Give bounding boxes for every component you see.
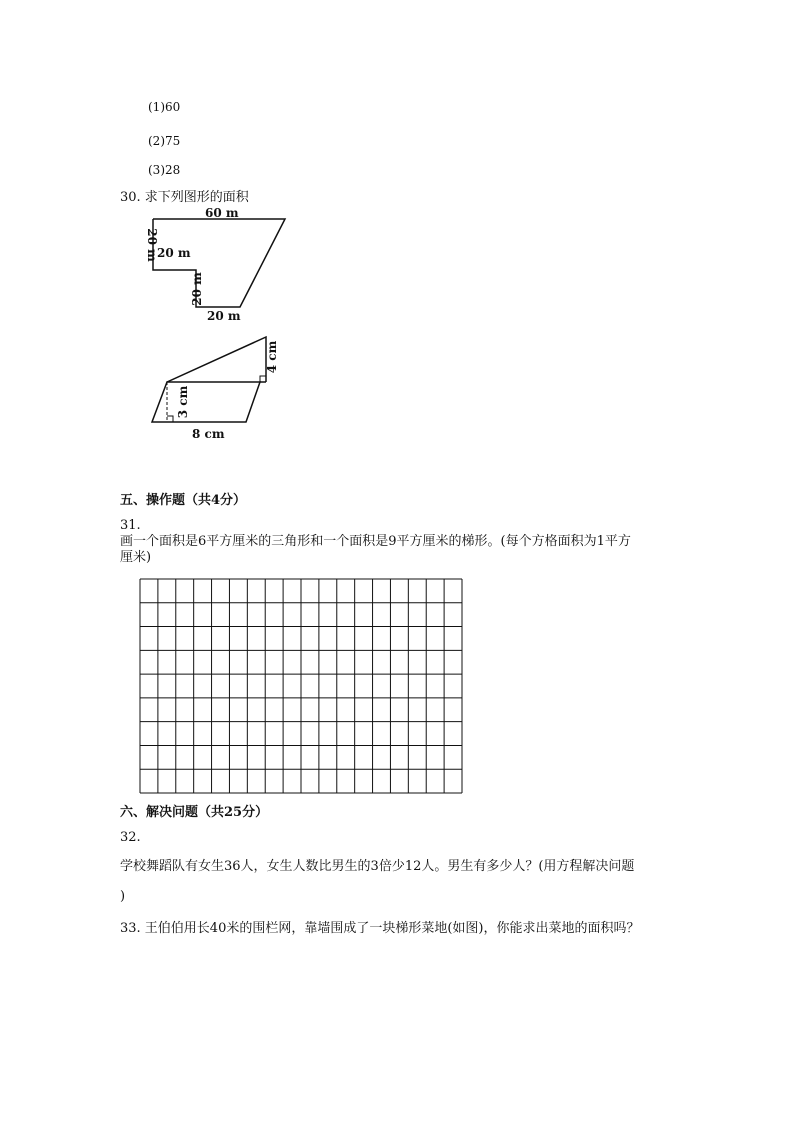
label-bottom-8cm: 8 cm (192, 427, 225, 441)
question-32-text: 学校舞蹈队有女生36人，女生人数比男生的3倍少12人。男生有多少人？(用方程解决问题 (120, 859, 635, 874)
label-inner-20m: 20 m (190, 272, 204, 306)
answer-1: (1)60 (148, 100, 181, 114)
figure-parallelogram-triangle (140, 330, 300, 445)
figure-composite-shape (130, 205, 300, 323)
label-bottom-20m: 20 m (207, 309, 241, 323)
question-33-text: 33. 王伯伯用长40米的围栏网，靠墙围成了一块梯形菜地(如图)，你能求出菜地的面积吗？ (120, 921, 640, 936)
section-5-title: 五、操作题（共4分） (120, 493, 247, 508)
answer-2: (2)75 (148, 134, 181, 148)
label-height-3cm: 3 cm (176, 385, 190, 419)
section-6-title: 六、解决问题（共25分） (120, 805, 269, 820)
label-mid-20m: 20 m (157, 246, 191, 260)
label-right-4cm: 4 cm (265, 340, 279, 374)
triangle (167, 337, 266, 382)
composite-shape-outline (153, 219, 285, 307)
answer-3: (3)28 (148, 163, 181, 177)
drawing-grid[interactable] (139, 578, 463, 794)
question-30-text: 30. 求下列图形的面积 (120, 190, 249, 205)
label-left-20m: 20 m (145, 228, 159, 262)
right-angle-mark-top (260, 376, 266, 382)
right-angle-mark-bottom (167, 416, 173, 422)
label-top-60m: 60 m (205, 206, 239, 220)
question-31-line1: 画一个面积是6平方厘米的三角形和一个面积是9平方厘米的梯形。(每个方格面积为1平方 (120, 534, 631, 549)
question-32-number: 32. (120, 830, 141, 845)
question-31-line2: 厘米) (120, 550, 152, 565)
question-32-tail: ) (120, 889, 126, 904)
question-31-number: 31. (120, 518, 141, 533)
